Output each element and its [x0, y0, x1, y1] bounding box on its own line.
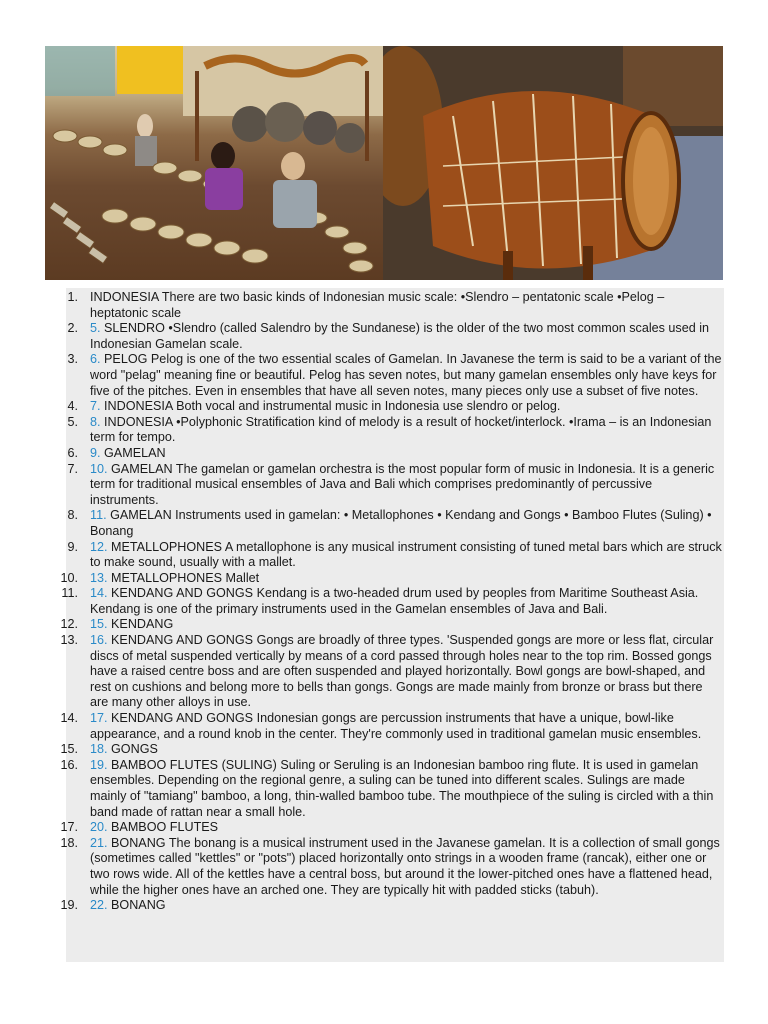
slide-link[interactable]: 16.	[90, 633, 112, 648]
slide-link[interactable]: 22.	[90, 898, 112, 913]
item-number: 8.	[67, 508, 78, 523]
slide-link[interactable]: 13.	[90, 570, 112, 585]
item-text: BONANG	[111, 898, 166, 913]
item-text: GONGS	[111, 742, 158, 757]
list-item	[60, 820, 722, 836]
item-number: 2.	[67, 321, 78, 336]
item-text: GAMELAN Instruments used in gamelan: • Metallophones • Kendang and Gongs • Bamboo Flutes (Suling) • Bonang	[90, 508, 712, 538]
slide-link[interactable]: 14.	[90, 586, 112, 601]
list-item	[60, 898, 722, 914]
item-text: GAMELAN	[104, 445, 166, 460]
item-number: 3.	[67, 352, 78, 367]
item-text: KENDANG AND GONGS Indonesian gongs are percussion instruments that have a unique, bowl-like appearance, and a round knob in the center. They're commonly used in traditional gamelan music ensembles.	[90, 711, 702, 741]
slide-link[interactable]: 15.	[90, 617, 112, 632]
list-item	[60, 711, 722, 742]
list-item	[66, 321, 722, 352]
list-item	[60, 742, 722, 758]
item-text: PELOG Pelog is one of the two essential scales of Gamelan. In Javanese the term is said to be a variant of the word "pelag" meaning fine or beautiful. Pelog has seven notes, but many gamelan ensembles only have keys for five of the pitches. Even in ensembles that have all seven notes, many pieces only use a subset of five notes.	[90, 352, 722, 398]
item-number: 7.	[67, 461, 78, 476]
list-item	[66, 446, 722, 462]
item-number: 12.	[60, 617, 78, 632]
slide-link[interactable]: 9.	[90, 445, 105, 460]
item-number: 16.	[60, 757, 78, 772]
list-item	[66, 508, 722, 539]
slide-link[interactable]: 10.	[90, 461, 112, 476]
item-number: 19.	[60, 898, 78, 913]
slide-link[interactable]: 11.	[90, 508, 111, 523]
item-text: GAMELAN The gamelan or gamelan orchestra is the most popular form of music in Indonesia. It is a generic term for traditional musical ensembles of Java and Bali which comprises predominantly of percussive instruments.	[90, 461, 715, 507]
item-text: KENDANG AND GONGS Kendang is a two-headed drum used by peoples from Maritime Southeast Asia. Kendang is one of the primary instruments used in the Gamelan ensembles of Java and Bali.	[90, 586, 699, 616]
list-item	[66, 415, 722, 446]
list-item	[66, 352, 722, 399]
item-text: INDONESIA •Polyphonic Stratification kind of melody is a result of hocket/interlock. •Irama – is an Indonesian term for tempo.	[90, 414, 712, 445]
list-item	[60, 633, 722, 711]
item-number: 4.	[67, 399, 78, 414]
slide-link[interactable]: 17.	[90, 711, 112, 726]
list-item	[66, 290, 722, 321]
item-number: 9.	[67, 539, 78, 554]
slide-link[interactable]: 19.	[90, 757, 112, 772]
list-item	[60, 835, 722, 898]
list-item	[66, 540, 722, 571]
slide-link[interactable]: 7.	[90, 399, 105, 414]
slide-link[interactable]: 20.	[90, 820, 112, 835]
item-text: KENDANG AND GONGS Gongs are broadly of three types. 'Suspended gongs are more or less flat, circular discs of metal suspended vertically by means of a cord passed through holes near to the top rim. Bossed gongs have a raised centre boss and are often suspended and played horizontally. Bowl gongs are bowl-shaped, and rest on cushions and belong more to bells than gongs. Gongs are made mainly from bronze or brass but there are many other alloys in use.	[90, 633, 714, 710]
item-text: SLENDRO •Slendro (called Salendro by the Sundanese) is the older of the two most common scales used in Indonesian Gamelan scale.	[90, 321, 710, 351]
item-text: KENDANG	[111, 617, 174, 632]
list-item	[61, 586, 722, 617]
list-item	[60, 617, 722, 633]
item-number: 15.	[60, 742, 78, 757]
item-text: METALLOPHONES Mallet	[111, 570, 260, 585]
item-text: METALLOPHONES A metallophone is any musical instrument consisting of tuned metal bars which are struck to make sound, usually with a mallet.	[90, 539, 722, 570]
item-number: 10.	[60, 570, 78, 585]
item-text: INDONESIA Both vocal and instrumental music in Indonesia use slendro or pelog.	[104, 399, 561, 414]
list-item	[66, 399, 722, 415]
item-number: 6.	[67, 445, 78, 460]
slide-link[interactable]: 12.	[90, 539, 112, 554]
item-text: BAMBOO FLUTES	[111, 820, 219, 835]
item-number: 11.	[61, 586, 78, 601]
slide-link[interactable]: 5.	[90, 321, 105, 336]
kendang-drum-photo	[383, 46, 723, 280]
kendang-drum-illustration	[383, 46, 723, 280]
item-text: INDONESIA There are two basic kinds of Indonesian music scale: •Slendro – pentatonic scale •Pelog – heptatonic scale	[90, 290, 665, 320]
list-item	[60, 570, 722, 587]
slide-link[interactable]: 6.	[90, 352, 105, 367]
slide-link[interactable]: 18.	[90, 742, 112, 757]
item-number: 13.	[60, 633, 78, 648]
slide-link[interactable]: 8.	[90, 414, 105, 429]
item-number: 17.	[60, 820, 78, 835]
list-item	[66, 462, 722, 509]
slide-list	[60, 290, 722, 914]
item-number: 14.	[60, 711, 78, 726]
gamelan-ensemble-illustration	[45, 46, 383, 280]
item-number: 5.	[67, 414, 78, 429]
item-number: 18.	[60, 835, 78, 850]
slide-link[interactable]: 21.	[90, 835, 112, 850]
hero-image-strip	[45, 46, 723, 280]
list-item	[60, 757, 722, 820]
item-text: BONANG The bonang is a musical instrument used in the Javanese gamelan. It is a collection of small gongs (sometimes called "kettles" or "pots") placed horizontally onto strings in a wooden frame (rancak), either one or two rows wide. All of the kettles have a central boss, but around it the lower-pitched ones have a flattened head, while the higher ones have an arched one. They are typically hit with padded sticks (tabuh).	[90, 835, 720, 897]
gamelan-ensemble-photo	[45, 46, 383, 280]
item-number: 1.	[67, 290, 78, 304]
item-text: BAMBOO FLUTES (SULING) Suling or Seruling is an Indonesian bamboo ring flute. It is used in gamelan ensembles. Depending on the regional genre, a suling can be tuned into different scales. Sulings are made mainly of "tamiang" bamboo, a long, thin-walled bamboo tube. The mouthpiece of the suling is circled with a thin band made of rattan near a small hole.	[90, 757, 714, 819]
